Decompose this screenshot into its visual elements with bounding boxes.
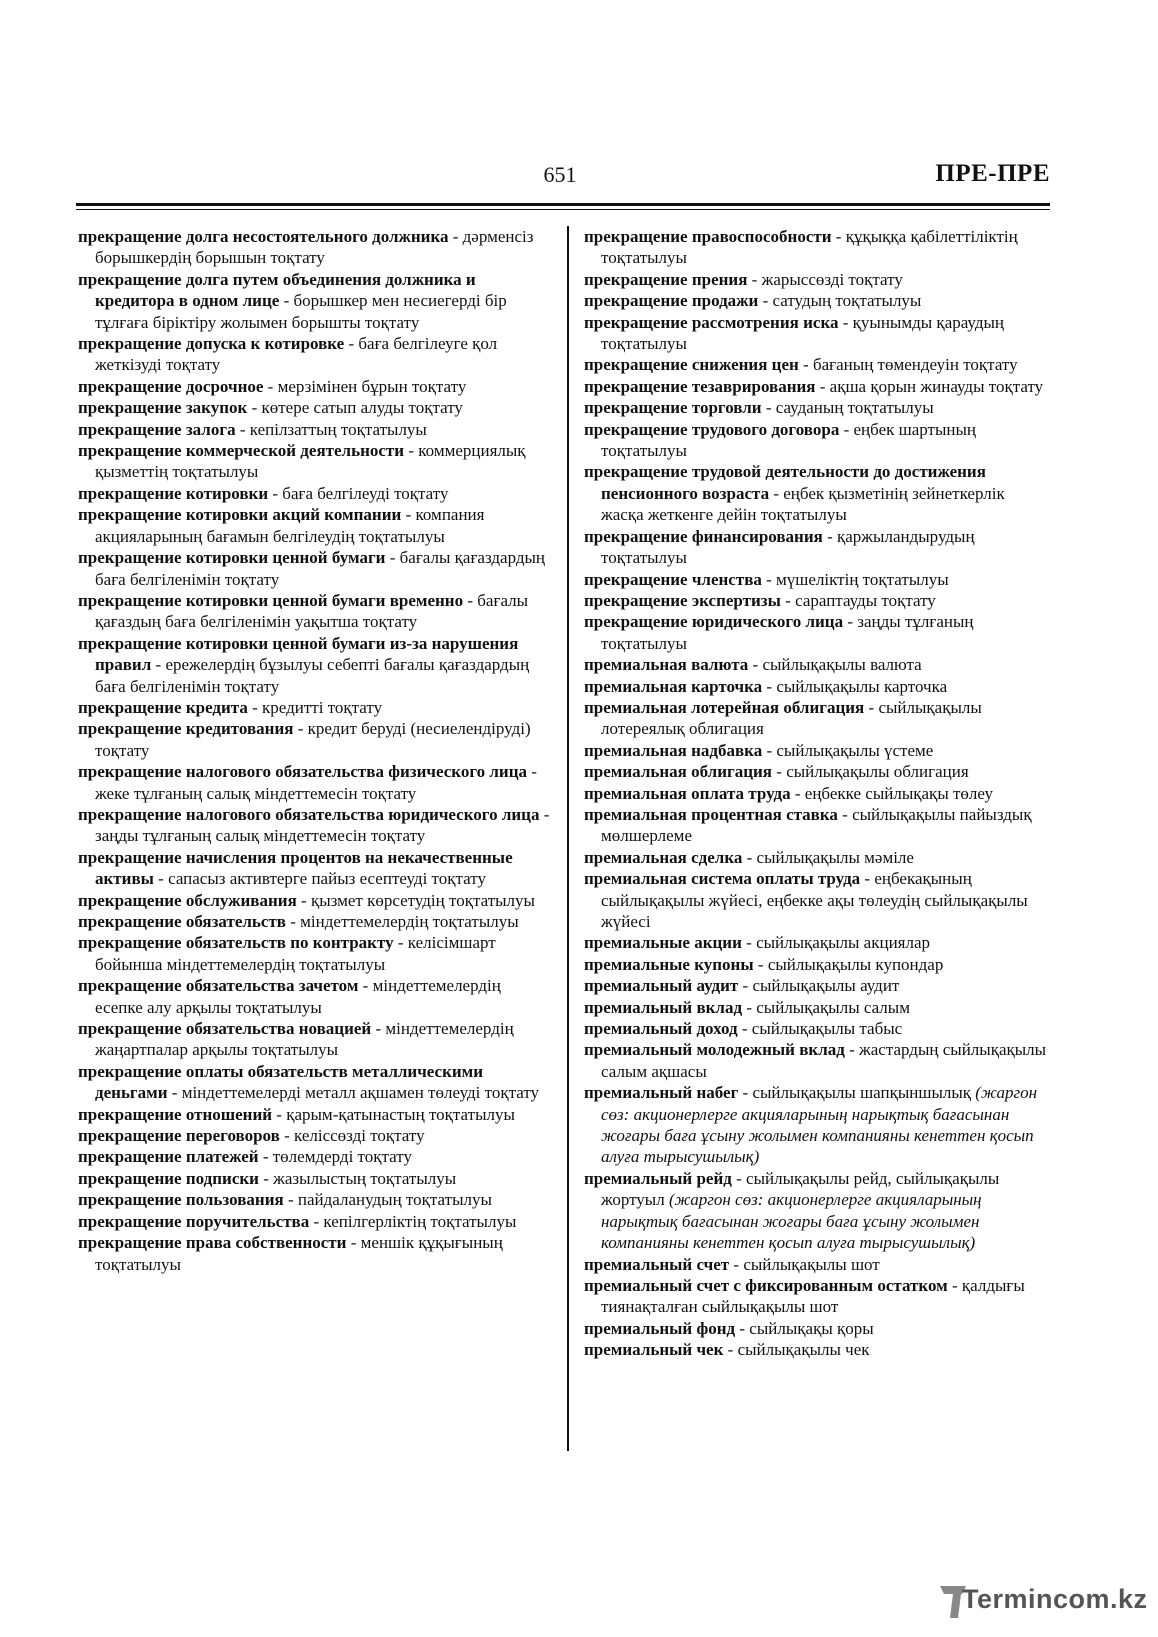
dictionary-entry: прекращение права собственности - меншік құқығының тоқтатылуы <box>78 1233 503 1274</box>
dictionary-entry: прекращение трудового договора - еңбек шартының тоқтатылуы <box>584 419 977 461</box>
entry-definition: сыйлықақылы лотереялық облигация <box>601 697 982 739</box>
entry-definition: келіссөзді тоқтату <box>294 1126 425 1146</box>
entry-definition: көтере сатып алуды тоқтату <box>261 398 463 418</box>
entry-term: премиальные купоны <box>584 954 754 974</box>
entry-definition: сыйлықақылы валюта <box>762 655 922 675</box>
entry-definition: еңбекке сыйлықақы төлеу <box>804 783 994 803</box>
entry-term: прекращение платежей <box>78 1147 259 1167</box>
entry-term: премиальный аудит <box>584 976 739 996</box>
entry-term: прекращение закупок <box>78 398 248 418</box>
entry-term: премиальная надбавка <box>584 740 763 760</box>
entry-term: прекращение долга несостоятельного должника <box>78 227 449 246</box>
header-rule-thin <box>76 209 1050 210</box>
dictionary-entry: прекращение налогового обязательства юридического лица - заңды тұлғаның салық міндеттемесін тоқтату <box>78 804 550 846</box>
entry-term: прекращение поручительства <box>78 1211 310 1231</box>
dictionary-entry: прекращение досрочное - мерзімінен бұрын тоқтату <box>78 376 467 396</box>
entry-term: прекращение юридического лица <box>584 612 844 632</box>
entry-term: прекращение торговли <box>584 398 762 418</box>
entry-term: премиальный чек <box>584 1340 724 1360</box>
header-range: ПРЕ-ПРЕ <box>935 160 1050 187</box>
dictionary-entry: премиальная карточка - сыйлықақылы карточка <box>584 676 948 696</box>
entry-term: прекращение залога <box>78 419 236 439</box>
entry-definition: мүшеліктің тоқтатылуы <box>776 569 949 589</box>
dictionary-entry: премиальная валюта - сыйлықақылы валюта <box>584 655 922 675</box>
entry-note: (жаргон сөз: акционерлерге акцияларының нарықтық бағасынан жоғары баға ұсыну жолымен компанияны кенеттен қосып алуға тырысушылық) <box>601 1083 1038 1167</box>
entry-term: прекращение финансирования <box>584 526 823 546</box>
entry-definition: еңбек қызметінің зейнеткерлік жасқа жеткенге дейін тоқтатылуы <box>601 483 1005 525</box>
entry-term: премиальная лотерейная облигация <box>584 697 865 717</box>
dictionary-entry: прекращение платежей - төлемдерді тоқтату <box>78 1147 412 1167</box>
dictionary-entry: прекращение пользования - пайдаланудың тоқтатылуы <box>78 1190 492 1210</box>
dictionary-entry: прекращение долга путем объединения должника и кредитора в одном лице - борышкер мен несиегерді бір тұлғаға біріктіру жолымен борышты тоқтату <box>78 269 507 332</box>
entry-definition: мерзімінен бұрын тоқтату <box>277 376 467 396</box>
dictionary-entry: прекращение кредитования - кредит беруді (несиелендіруді) тоқтату <box>78 719 531 760</box>
entry-term: премиальная оплата труда <box>584 783 791 803</box>
dictionary-entry: прекращение снижения цен - бағаның төмендеуін тоқтату <box>584 355 1018 375</box>
entry-definition: бағаның төмендеуін тоқтату <box>812 355 1018 375</box>
entry-term: премиальный доход <box>584 1019 738 1039</box>
entry-definition: жазылыстың тоқтатылуы <box>273 1168 457 1188</box>
entry-term: прекращение обслуживания <box>78 890 297 910</box>
entry-definition: кепілзаттың тоқтатылуы <box>249 419 427 439</box>
entry-definition: коммерциялық қызметтің тоқтатылуы <box>95 441 526 482</box>
entry-definition: сауданың тоқтатылуы <box>775 398 934 418</box>
entry-term: прекращение долга путем объединения должника и кредитора в одном лице <box>78 269 476 311</box>
entry-term: прекращение досрочное <box>78 376 264 396</box>
entry-term: прекращение обязательств по контракту <box>78 933 394 953</box>
entry-term: прекращение экспертизы <box>584 590 781 610</box>
dictionary-entry: прекращение кредита - кредитті тоқтату <box>78 697 383 717</box>
entry-definition: сыйлықақылы чек <box>737 1340 870 1360</box>
entry-term: прекращение трудового договора <box>584 419 840 439</box>
entry-term: прекращение отношений <box>78 1104 273 1124</box>
dictionary-entry: премиальная процентная ставка - сыйлықақылы пайыздық мөлшерлеме <box>584 804 1032 846</box>
entry-definition: сатудың тоқтатылуы <box>772 291 922 311</box>
entry-term: прекращение оплаты обязательств металлическими деньгами <box>78 1061 484 1103</box>
entry-term: премиальная карточка <box>584 676 763 696</box>
dictionary-entry: прекращение подписки - жазылыстың тоқтатылуы <box>78 1168 457 1188</box>
entry-definition: еңбекақының сыйлықақылы жүйесі, еңбекке ақы төлеудің сыйлықақылы жүйесі <box>601 869 1028 931</box>
dictionary-entry: прекращение начисления процентов на некачественные активы - сапасыз активтерге пайыз есептеуді тоқтату <box>78 847 513 889</box>
entry-definition: міндеттемелердің есепке алу арқылы тоқтатылуы <box>95 976 501 1017</box>
dictionary-entry: прекращение рассмотрения иска - қуынымды қараудың тоқтатылуы <box>584 312 1005 354</box>
entry-term: прекращение снижения цен <box>584 355 799 375</box>
dictionary-entry: премиальный счет - сыйлықақылы шот <box>584 1254 880 1274</box>
entry-term: премиальная система оплаты труда <box>584 869 861 889</box>
entry-term: прекращение допуска к котировке <box>78 334 345 354</box>
entry-term: прекращение коммерческой деятельности <box>78 441 405 461</box>
entry-term: прекращение начисления процентов на некачественные активы <box>78 847 513 889</box>
dictionary-entry: премиальный аудит - сыйлықақылы аудит <box>584 976 900 996</box>
dictionary-entry: премиальная облигация - сыйлықақылы облигация <box>584 762 969 782</box>
dictionary-entry: прекращение трудовой деятельности до достижения пенсионного возраста - еңбек қызметінің зейнеткерлік жасқа жеткенге дейін тоқтатылуы <box>584 462 1005 525</box>
entry-term: прекращение правоспособности <box>584 227 832 246</box>
entry-definition: қызмет көрсетудің тоқтатылуы <box>310 890 535 910</box>
entry-definition: меншік құқығының тоқтатылуы <box>95 1233 503 1274</box>
entry-definition: сыйлықақылы акциялар <box>756 933 931 953</box>
watermark-text: Termincom.kz <box>962 1584 1148 1614</box>
entry-definition: заңды тұлғаның салық міндеттемесін тоқтату <box>95 826 426 846</box>
entry-term: премиальный молодежный вклад <box>584 1040 845 1060</box>
dictionary-entry: прекращение обязательств - міндеттемелердің тоқтатылуы <box>78 912 519 931</box>
dictionary-entry: прекращение котировки ценной бумаги - бағалы қағаздардың баға белгіленімін тоқтату <box>78 548 546 589</box>
entry-term: прекращение кредита <box>78 697 248 717</box>
dictionary-entry: премиальный набег - сыйлықақылы шапқыншылық (жаргон сөз: акционерлерге акцияларының нарықтық бағасынан жоғары баға ұсыну жолымен компанияны кенеттен қосып алуға тырысушылық) <box>584 1083 1038 1167</box>
entry-term: премиальная облигация <box>584 762 773 782</box>
entry-definition: баға белгілеуді тоқтату <box>282 483 449 503</box>
entry-definition: құқыққа қабілеттіліктің тоқтатылуы <box>601 227 1018 268</box>
dictionary-entry: прекращение залога - кепілзаттың тоқтатылуы <box>78 419 427 439</box>
entry-definition: сыйлықақылы облигация <box>786 762 969 782</box>
entry-definition: ақша қорын жинауды тоқтату <box>829 376 1044 396</box>
entry-definition: баға белгілеуге қол жеткізуді тоқтату <box>95 334 498 375</box>
entry-term: премиальная сделка <box>584 847 743 867</box>
entry-term: премиальный набег <box>584 1083 739 1103</box>
entry-definition: жастардың сыйлықақылы салым ақшасы <box>601 1040 1047 1081</box>
entry-definition: пайдаланудың тоқтатылуы <box>297 1190 492 1210</box>
dictionary-entry: прекращение обязательства новацией - міндеттемелердің жаңартпалар арқылы тоқтатылуы <box>78 1019 514 1060</box>
entry-term: прекращение обязательства новацией <box>78 1019 372 1039</box>
dictionary-entry: прекращение котировки акций компании - компания акцияларының бағамын белгілеудің тоқтатылуы <box>78 505 485 546</box>
entry-term: премиальный счет с фиксированным остатком <box>584 1275 948 1295</box>
entry-definition: міндеттемелердің жаңартпалар арқылы тоқтатылуы <box>95 1019 514 1060</box>
dictionary-entry: премиальный вклад - сыйлықақылы салым <box>584 997 910 1017</box>
dictionary-entry: прекращение прения - жарыссөзді тоқтату <box>584 269 903 289</box>
dictionary-entry: прекращение оплаты обязательств металлическими деньгами - міндеттемелерді металл ақшамен төлеуді тоқтату <box>78 1061 540 1103</box>
dictionary-entry: прекращение продажи - сатудың тоқтатылуы <box>584 291 922 311</box>
entry-definition: сыйлықақылы салым <box>756 997 910 1017</box>
entry-definition: төлемдерді тоқтату <box>272 1147 412 1167</box>
dictionary-entry: прекращение поручительства - кепілгерліктің тоқтатылуы <box>78 1211 517 1231</box>
right-column <box>584 226 1050 1361</box>
dictionary-entry: прекращение торговли - сауданың тоқтатылуы <box>584 398 934 418</box>
entry-definition: кепілгерліктің тоқтатылуы <box>323 1211 517 1231</box>
entry-definition: қалдығы тиянақталған сыйлықақылы шот <box>601 1275 1025 1317</box>
entry-definition: міндеттемелердің тоқтатылуы <box>300 912 519 931</box>
entry-term: прекращение налогового обязательства юридического лица <box>78 804 540 824</box>
page-number: 651 <box>543 162 577 187</box>
dictionary-entry: премиальный фонд - сыйлықақы қоры <box>584 1318 874 1338</box>
entry-definition: компания акцияларының бағамын белгілеудің тоқтатылуы <box>95 505 485 546</box>
entry-term: прекращение рассмотрения иска <box>584 312 839 332</box>
dictionary-entry: прекращение переговоров - келіссөзді тоқтату <box>78 1126 425 1146</box>
entry-term: прекращение переговоров <box>78 1126 280 1146</box>
dictionary-entry: премиальный доход - сыйлықақылы табыс <box>584 1019 903 1039</box>
entry-definition: сыйлықақылы рейд, сыйлықақылы жортуыл <box>601 1168 1000 1210</box>
entry-definition: сыйлықақылы аудит <box>752 976 900 996</box>
entry-term: прекращение налогового обязательства физического лица <box>78 762 528 782</box>
entry-definition: бағалы қағаздың баға белгіленімін уақытша тоқтату <box>95 590 529 632</box>
header-rule-thick <box>76 203 1050 206</box>
entry-term: прекращение котировки ценной бумаги из-за нарушения правил <box>78 633 519 675</box>
dictionary-entry: прекращение долга несостоятельного должника - дәрменсіз борышкердің борышын тоқтату <box>78 227 534 268</box>
dictionary-entry: прекращение обслуживания - қызмет көрсетудің тоқтатылуы <box>78 890 535 910</box>
entry-definition: қуынымды қараудың тоқтатылуы <box>601 312 1005 354</box>
entry-definition: жеке тұлғаның салық міндеттемесін тоқтату <box>95 783 417 803</box>
entry-term: прекращение продажи <box>584 291 759 311</box>
left-column <box>78 226 550 1275</box>
entry-definition: келісімшарт бойынша міндеттемелердің тоқтатылуы <box>95 933 496 974</box>
dictionary-entry: прекращение тезаврирования - ақша қорын жинауды тоқтату <box>584 376 1044 396</box>
dictionary-entry: премиальная надбавка - сыйлықақылы үстеме <box>584 740 934 760</box>
entry-definition: сыйлықақылы шапқыншылық <box>752 1083 972 1103</box>
entry-term: премиальная процентная ставка <box>584 804 838 824</box>
entry-definition: кредит беруді (несиелендіруді) тоқтату <box>95 719 531 760</box>
entry-term: прекращение котировки ценной бумаги временно <box>78 590 464 610</box>
dictionary-entry: премиальная оплата труда - еңбекке сыйлықақы төлеу <box>584 783 994 803</box>
entry-definition: сыйлықақылы купондар <box>767 954 944 974</box>
entry-definition: сапасыз активтерге пайыз есептеуді тоқтату <box>168 869 486 889</box>
entry-definition: сыйлықақылы карточка <box>776 676 948 696</box>
dictionary-entry: премиальная сделка - сыйлықақылы мәміле <box>584 847 914 867</box>
entry-term: прекращение обязательств <box>78 912 286 931</box>
dictionary-entry: прекращение членства - мүшеліктің тоқтатылуы <box>584 569 949 589</box>
entry-definition: сыйлықақылы пайыздық мөлшерлеме <box>601 804 1032 846</box>
dictionary-entry: премиальные акции - сыйлықақылы акциялар <box>584 933 931 953</box>
entry-definition: сыйлықақылы мәміле <box>756 847 914 867</box>
entry-term: премиальный фонд <box>584 1318 736 1338</box>
entry-definition: сараптауды тоқтату <box>795 590 936 610</box>
dictionary-entry: премиальный чек - сыйлықақылы чек <box>584 1340 870 1360</box>
entry-term: премиальный вклад <box>584 997 743 1017</box>
dictionary-entry: прекращение экспертизы - сараптауды тоқтату <box>584 590 936 610</box>
entry-definition: сыйлықақылы табыс <box>751 1019 903 1039</box>
dictionary-entry: прекращение обязательств по контракту - келісімшарт бойынша міндеттемелердің тоқтатылуы <box>78 933 496 974</box>
entry-term: прекращение котировки <box>78 483 269 503</box>
entry-definition: сыйлықақылы шот <box>743 1254 880 1274</box>
entry-definition: борышкер мен несиегерді бір тұлғаға біріктіру жолымен борышты тоқтату <box>95 291 507 332</box>
entry-term: премиальный рейд <box>584 1168 732 1188</box>
entry-term: прекращение трудовой деятельности до достижения пенсионного возраста <box>584 462 986 503</box>
dictionary-entry: премиальные купоны - сыйлықақылы купондар <box>584 954 944 974</box>
entry-term: прекращение подписки <box>78 1168 259 1188</box>
entry-term: премиальные акции <box>584 933 742 953</box>
entry-note: (жаргон сөз: акционерлерге акцияларының нарықтық бағасынан жоғары баға ұсыну жолымен компанияны кенеттен қосып алуға тырысушылық) <box>601 1190 982 1253</box>
dictionary-entry: премиальная лотерейная облигация - сыйлықақылы лотереялық облигация <box>584 697 982 739</box>
dictionary-entry: премиальный молодежный вклад - жастардың сыйлықақылы салым ақшасы <box>584 1040 1047 1081</box>
dictionary-entry: премиальный рейд - сыйлықақылы рейд, сыйлықақылы жортуыл (жаргон сөз: акционерлерге акцияларының нарықтық бағасынан жоғары баға ұсыну жолымен компанияны кенеттен қосып алуға тырысушылық) <box>584 1168 1000 1253</box>
dictionary-entry: прекращение допуска к котировке - баға белгілеуге қол жеткізуді тоқтату <box>78 334 498 375</box>
entry-term: прекращение права собственности <box>78 1233 347 1253</box>
dictionary-entry: прекращение закупок - көтере сатып алуды тоқтату <box>78 398 463 418</box>
entry-term: премиальная валюта <box>584 655 749 675</box>
column-divider <box>567 226 569 1451</box>
dictionary-entry: премиальный счет с фиксированным остатком - қалдығы тиянақталған сыйлықақылы шот <box>584 1275 1025 1317</box>
entry-term: прекращение кредитования <box>78 719 294 739</box>
dictionary-entry: прекращение котировки ценной бумаги из-за нарушения правил - ережелердің бұзылуы себепті бағалы қағаздардың баға белгіленімін тоқтату <box>78 633 530 696</box>
entry-definition: еңбек шартының тоқтатылуы <box>601 419 977 461</box>
entry-definition: кредитті тоқтату <box>262 697 383 717</box>
entry-term: прекращение тезаврирования <box>584 376 816 396</box>
entry-definition: сыйлықақы қоры <box>749 1318 874 1338</box>
entry-term: премиальный счет <box>584 1254 730 1274</box>
dictionary-entry: прекращение коммерческой деятельности - коммерциялық қызметтің тоқтатылуы <box>78 441 526 482</box>
dictionary-entry: прекращение котировки - баға белгілеуді тоқтату <box>78 483 449 503</box>
entry-definition: жарыссөзді тоқтату <box>761 269 903 289</box>
entry-definition: заңды тұлғаның тоқтатылуы <box>601 612 974 653</box>
entry-definition: қарым-қатынастың тоқтатылуы <box>286 1104 515 1124</box>
entry-term: прекращение обязательства зачетом <box>78 976 359 996</box>
entry-term: прекращение членства <box>584 569 762 589</box>
dictionary-entry: прекращение отношений - қарым-қатынастың тоқтатылуы <box>78 1104 515 1124</box>
entry-term: прекращение котировки ценной бумаги <box>78 548 386 568</box>
entry-term: прекращение прения <box>584 269 748 289</box>
entry-definition: бағалы қағаздардың баға белгіленімін тоқтату <box>95 548 546 589</box>
dictionary-entry: премиальная система оплаты труда - еңбекақының сыйлықақылы жүйесі, еңбекке ақы төлеудің сыйлықақылы жүйесі <box>584 869 1028 931</box>
entry-term: прекращение пользования <box>78 1190 284 1210</box>
dictionary-entry: прекращение юридического лица - заңды тұлғаның тоқтатылуы <box>584 612 974 653</box>
entry-definition: сыйлықақылы үстеме <box>776 740 934 760</box>
dictionary-entry: прекращение котировки ценной бумаги временно - бағалы қағаздың баға белгіленімін уақытша тоқтату <box>78 590 529 632</box>
entry-definition: міндеттемелерді металл ақшамен төлеуді тоқтату <box>181 1083 540 1103</box>
entry-definition: қаржыландырудың тоқтатылуы <box>601 526 975 568</box>
dictionary-entry: прекращение налогового обязательства физического лица - жеке тұлғаның салық міндеттемесін тоқтату <box>78 762 537 803</box>
dictionary-entry: прекращение правоспособности - құқыққа қабілеттіліктің тоқтатылуы <box>584 227 1018 268</box>
entry-term: прекращение котировки акций компании <box>78 505 402 525</box>
dictionary-entry: прекращение финансирования - қаржыландырудың тоқтатылуы <box>584 526 975 568</box>
entry-definition: ережелердің бұзылуы себепті бағалы қағаздардың баға белгіленімін тоқтату <box>95 655 530 696</box>
entry-definition: дәрменсіз борышкердің борышын тоқтату <box>95 227 534 268</box>
dictionary-entry: прекращение обязательства зачетом - міндеттемелердің есепке алу арқылы тоқтатылуы <box>78 976 501 1017</box>
